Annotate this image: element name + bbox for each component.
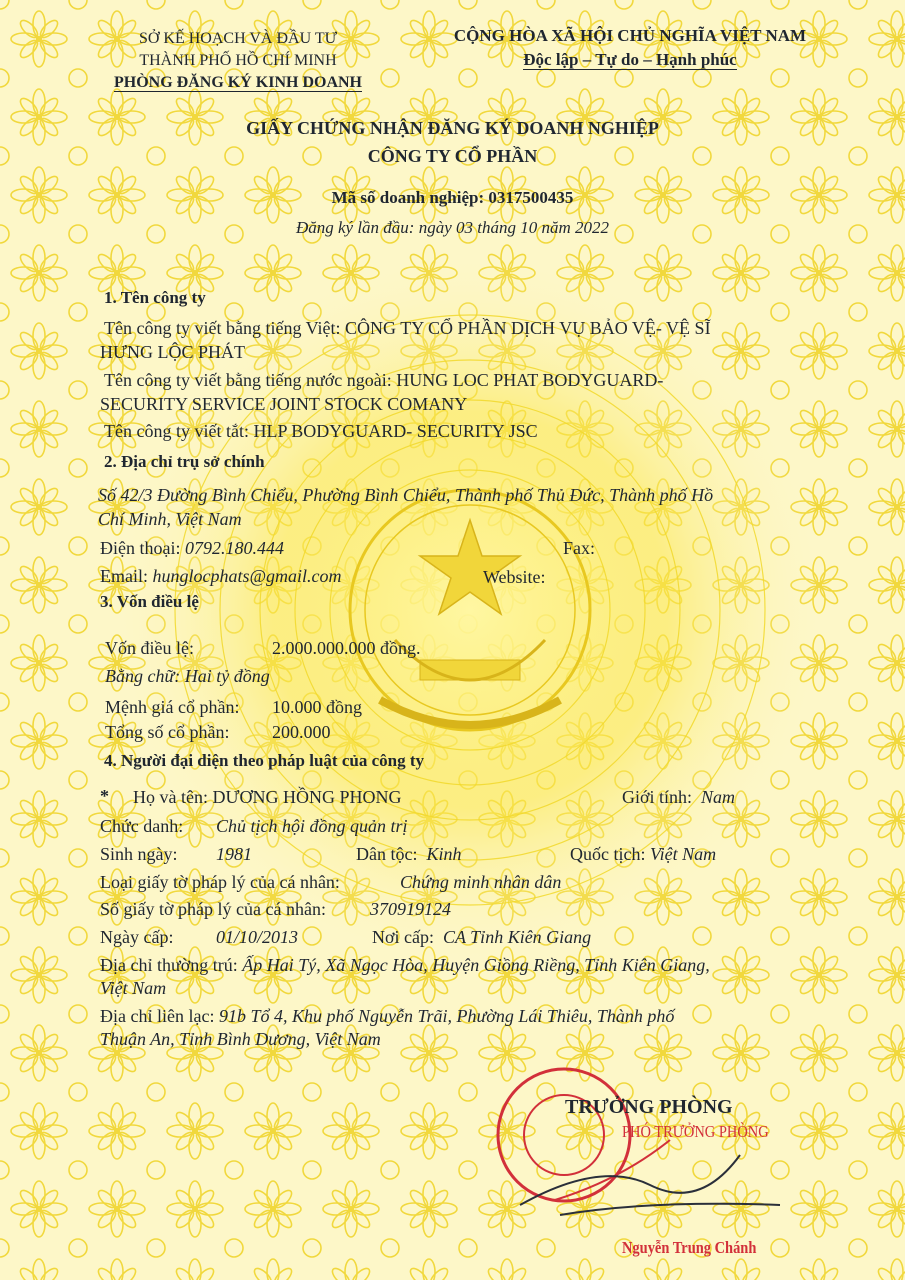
company-type: CÔNG TY CỔ PHẦN xyxy=(367,146,538,166)
first-registration-date: Đăng ký lần đầu: ngày 03 tháng 10 năm 2022 xyxy=(295,218,610,237)
national-motto xyxy=(420,50,840,70)
certificate-title: GIẤY CHỨNG NHẬN ĐĂNG KÝ DOANH NGHIỆP xyxy=(246,118,659,138)
rep-doc-no-label: Số giấy tờ pháp lý của cá nhân: xyxy=(100,899,326,919)
company-name-vn-label: Tên công ty viết bằng tiếng Việt: xyxy=(104,318,341,338)
section-2-heading: 2. Địa chỉ trụ sở chính xyxy=(104,452,265,471)
rep-title-value: Chủ tịch hội đồng quản trị xyxy=(216,816,408,836)
company-name-short-value: HLP BODYGUARD- SECURITY JSC xyxy=(253,421,538,441)
rep-issue-place xyxy=(372,927,591,948)
rep-permanent-address-value: Ấp Hai Tý, Xã Ngọc Hòa, Huyện Giồng Riềng, Tỉnh Kiên Giang, xyxy=(242,955,710,975)
section-1-heading: 1. Tên công ty xyxy=(104,288,206,307)
national-motto-text: Độc lập – Tự do – Hạnh phúc xyxy=(523,50,737,69)
section-4-heading: 4. Người đại diện theo pháp luật của công ty xyxy=(104,751,424,770)
total-shares-value: 200.000 xyxy=(272,722,331,742)
bullet-star: * xyxy=(100,786,109,806)
total-shares-label: Tổng số cổ phần: xyxy=(105,722,230,742)
rep-permanent-address xyxy=(100,955,710,976)
rep-issue-place-value: CA Tỉnh Kiên Giang xyxy=(443,927,592,947)
rep-name xyxy=(133,787,401,808)
rep-name-label: Họ và tên: xyxy=(133,787,208,807)
company-name-vn xyxy=(104,318,711,339)
head-office-address-1: Số 42/3 Đường Bình Chiểu, Phường Bình Chiểu, Thành phố Thủ Đức, Thành phố Hồ xyxy=(98,485,714,505)
rep-ethnic-value: Kinh xyxy=(426,844,462,864)
enterprise-code: Mã số doanh nghiệp: 0317500435 xyxy=(331,188,574,207)
company-name-foreign-value: HUNG LOC PHAT BODYGUARD- xyxy=(396,370,664,390)
rep-name-value: DƯƠNG HỒNG PHONG xyxy=(212,787,402,807)
rep-permanent-address-label: Địa chỉ thường trú: xyxy=(100,955,238,975)
rep-contact-address-value: 91b Tổ 4, Khu phố Nguyễn Trãi, Phường Lái Thiêu, Thành phố xyxy=(218,1006,675,1026)
rep-issue-place-label: Nơi cấp: xyxy=(372,927,434,947)
rep-permanent-address-value-2: Việt Nam xyxy=(100,978,167,998)
rep-nationality-label: Quốc tịch: xyxy=(570,844,646,864)
national-title: CỘNG HÒA XÃ HỘI CHỦ NGHĨA VIỆT NAM xyxy=(453,26,807,45)
rep-doc-type-value: Chứng minh nhân dân xyxy=(400,872,562,892)
rep-doc-type-label: Loại giấy tờ pháp lý của cá nhân: xyxy=(100,872,340,892)
signer-role: TRƯỞNG PHÒNG xyxy=(565,1096,733,1118)
rep-contact-address xyxy=(100,1006,674,1027)
phone-label: Điện thoại: xyxy=(100,538,181,558)
capital-in-words xyxy=(105,666,270,687)
email-value: hunglocphats@gmail.com xyxy=(152,566,342,586)
company-name-foreign-label: Tên công ty viết bằng tiếng nước ngoài: xyxy=(104,370,392,390)
rep-contact-address-label: Địa chỉ liên lạc: xyxy=(100,1006,215,1026)
email-row xyxy=(100,566,342,587)
company-name-foreign-value-2: SECURITY SERVICE JOINT STOCK COMANY xyxy=(100,394,468,414)
rep-ethnic-label: Dân tộc: xyxy=(356,844,418,864)
rep-gender-value: Nam xyxy=(701,787,736,807)
rep-nationality xyxy=(570,844,716,865)
office-name xyxy=(88,74,388,92)
rep-issue-date-value: 01/10/2013 xyxy=(216,927,299,947)
company-name-vn-value: CÔNG TY CỔ PHẦN DỊCH VỤ BẢO VỆ- VỆ SĨ xyxy=(345,318,711,338)
company-name-short-label: Tên công ty viết tắt: xyxy=(104,421,249,441)
rep-ethnic xyxy=(356,844,462,865)
company-name-short xyxy=(104,421,538,442)
signer-name: Nguyễn Trung Chánh xyxy=(622,1238,757,1257)
phone-row xyxy=(100,538,284,559)
ministry-line-2: THÀNH PHỐ HỒ CHÍ MINH xyxy=(139,52,337,69)
capital-in-words-value: Hai tỷ đồng xyxy=(184,666,270,686)
rep-issue-date-label: Ngày cấp: xyxy=(100,927,174,947)
company-name-vn-value-2: HƯNG LỘC PHÁT xyxy=(100,342,245,362)
par-value-label: Mệnh giá cổ phần: xyxy=(105,697,240,717)
rep-title-label: Chức danh: xyxy=(100,816,184,836)
rep-doc-no-value: 370919124 xyxy=(370,899,451,919)
charter-capital-label: Vốn điều lệ: xyxy=(105,638,194,658)
par-value-value: 10.000 đồng xyxy=(272,697,362,717)
rep-contact-address-value-2: Thuận An, Tỉnh Bình Dương, Việt Nam xyxy=(100,1029,381,1049)
website-label: Website: xyxy=(483,567,546,587)
head-office-address-2: Chí Minh, Việt Nam xyxy=(98,509,242,529)
deputy-role-stamp: PHÓ TRƯỞNG PHÒNG xyxy=(622,1122,769,1141)
phone-value: 0792.180.444 xyxy=(184,538,284,558)
rep-dob-value: 1981 xyxy=(216,844,252,864)
email-label: Email: xyxy=(100,566,148,586)
rep-gender xyxy=(622,787,735,808)
office-name-text: PHÒNG ĐĂNG KÝ KINH DOANH xyxy=(114,74,362,91)
charter-capital-value: 2.000.000.000 đồng. xyxy=(272,638,421,658)
capital-in-words-label: Bằng chữ: xyxy=(105,666,181,686)
rep-gender-label: Giới tính: xyxy=(622,787,693,807)
section-3-heading: 3. Vốn điều lệ xyxy=(100,592,199,611)
ministry-line-1: SỞ KẾ HOẠCH VÀ ĐẦU TƯ xyxy=(138,30,338,47)
company-name-foreign xyxy=(104,370,663,391)
fax-label: Fax: xyxy=(563,538,596,558)
rep-dob-label: Sinh ngày: xyxy=(100,844,178,864)
rep-nationality-value: Việt Nam xyxy=(649,844,717,864)
